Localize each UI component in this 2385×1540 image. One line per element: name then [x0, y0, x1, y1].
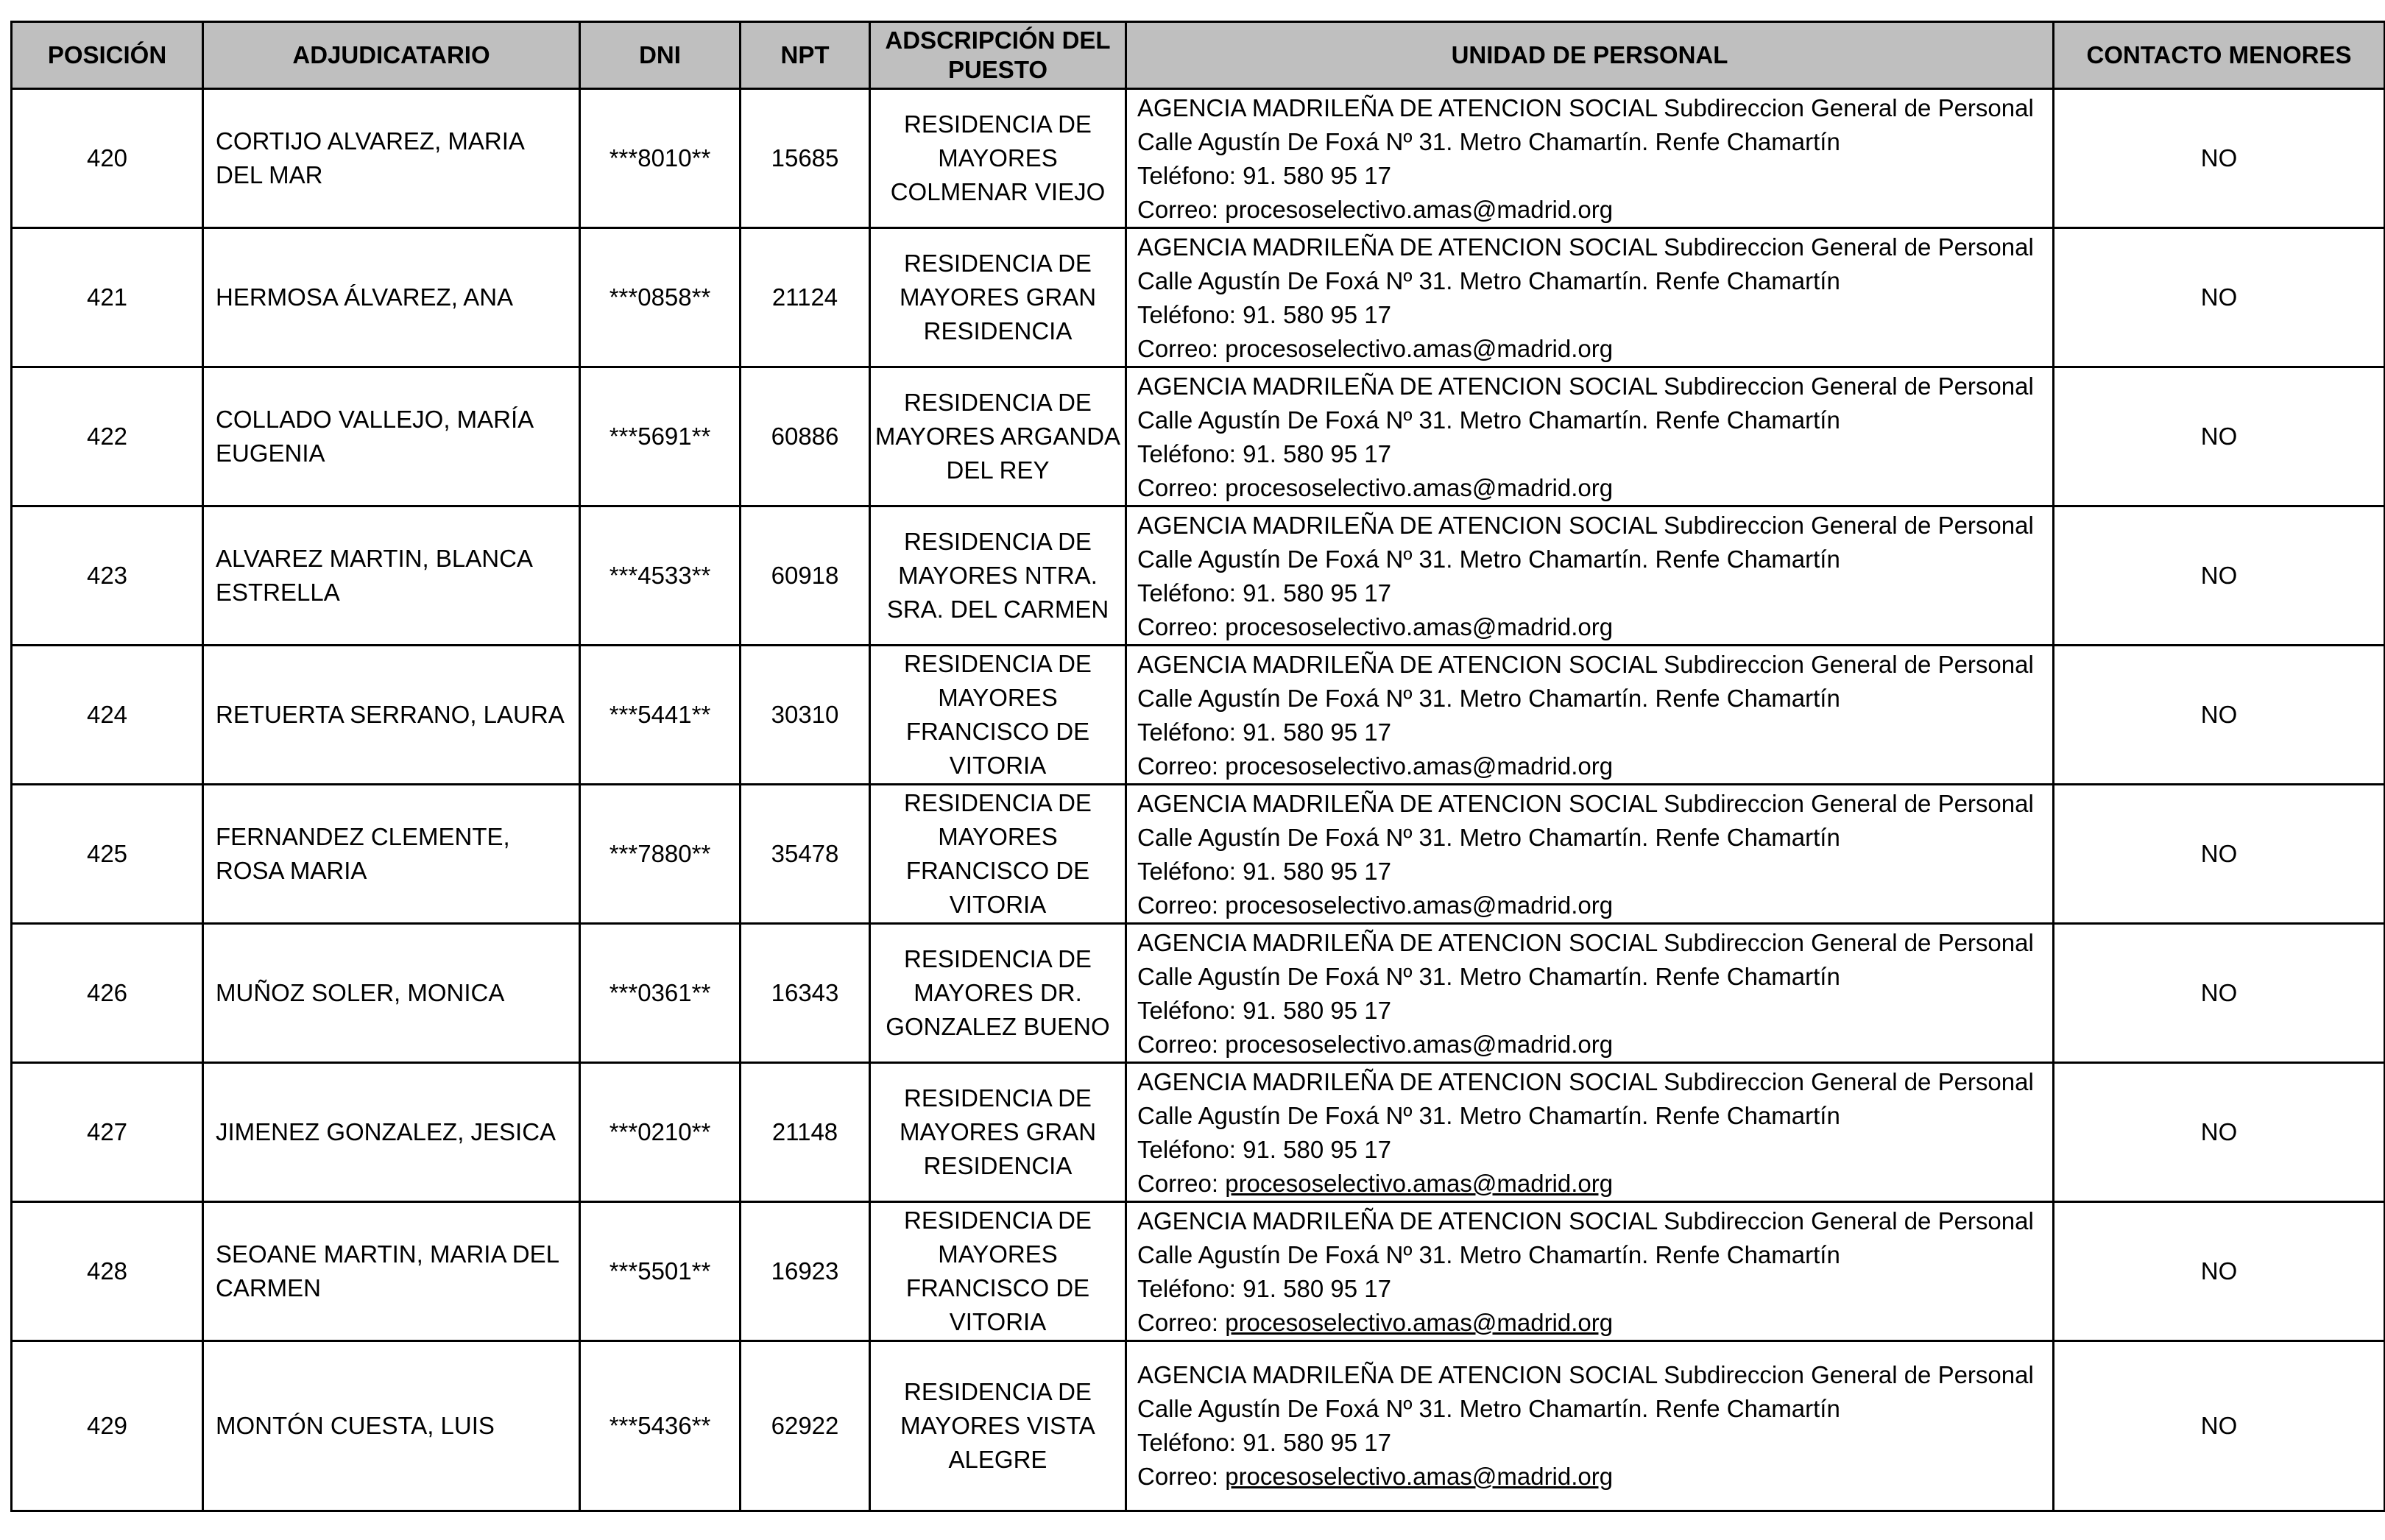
cell-unidad	[1126, 367, 2054, 506]
cell-dni: ***8010**	[580, 89, 741, 228]
cell-unidad	[1126, 228, 2054, 367]
cell-npt: 60886	[741, 367, 870, 506]
unit-correo-label: Correo:	[1137, 1170, 1226, 1197]
unit-phone: Teléfono: 91. 580 95 17	[1137, 579, 1391, 607]
unit-agency: AGENCIA MADRILEÑA DE ATENCION SOCIAL Subdireccion General de Personal	[1137, 372, 2034, 400]
cell-unidad	[1126, 785, 2054, 924]
cell-npt: 21124	[741, 228, 870, 367]
cell-npt: 16343	[741, 924, 870, 1063]
cell-contacto: NO	[2054, 785, 2385, 924]
cell-posicion: 423	[12, 506, 203, 646]
unit-correo-label: Correo:	[1137, 1309, 1226, 1336]
cell-posicion: 428	[12, 1202, 203, 1341]
cell-contacto: NO	[2054, 1341, 2385, 1511]
cell-unidad	[1126, 924, 2054, 1063]
cell-adscripcion: RESIDENCIA DE MAYORES FRANCISCO DE VITORIA	[870, 646, 1126, 785]
cell-unidad	[1126, 646, 2054, 785]
cell-adjudicatario: FERNANDEZ CLEMENTE, ROSA MARIA	[203, 785, 580, 924]
header-dni: DNI	[580, 22, 741, 89]
unit-agency: AGENCIA MADRILEÑA DE ATENCION SOCIAL Subdireccion General de Personal	[1137, 1207, 2034, 1235]
unit-address: Calle Agustín De Foxá Nº 31. Metro Chamartín. Renfe Chamartín	[1137, 406, 1840, 434]
unit-correo-label: Correo:	[1137, 1031, 1226, 1058]
unit-email-link[interactable]: procesoselectivo.amas@madrid.org	[1225, 1463, 1614, 1490]
cell-unidad	[1126, 1202, 2054, 1341]
unit-email-link[interactable]: procesoselectivo.amas@madrid.org	[1225, 335, 1614, 362]
header-row	[12, 22, 2385, 89]
unit-phone: Teléfono: 91. 580 95 17	[1137, 718, 1391, 746]
table-row	[12, 89, 2385, 228]
unit-address: Calle Agustín De Foxá Nº 31. Metro Chamartín. Renfe Chamartín	[1137, 267, 1840, 294]
unit-email-link[interactable]: procesoselectivo.amas@madrid.org	[1225, 1309, 1614, 1336]
unit-address: Calle Agustín De Foxá Nº 31. Metro Chamartín. Renfe Chamartín	[1137, 1102, 1840, 1129]
cell-npt: 30310	[741, 646, 870, 785]
unit-correo-label: Correo:	[1137, 891, 1226, 919]
cell-adscripcion: RESIDENCIA DE MAYORES COLMENAR VIEJO	[870, 89, 1126, 228]
unit-email-link[interactable]: procesoselectivo.amas@madrid.org	[1225, 1170, 1614, 1197]
header-adjudicatario: ADJUDICATARIO	[203, 22, 580, 89]
cell-adjudicatario: MONTÓN CUESTA, LUIS	[203, 1341, 580, 1511]
unit-phone: Teléfono: 91. 580 95 17	[1137, 997, 1391, 1024]
header-contacto: CONTACTO MENORES	[2054, 22, 2385, 89]
cell-dni: ***4533**	[580, 506, 741, 646]
table-row	[12, 228, 2385, 367]
unit-phone: Teléfono: 91. 580 95 17	[1137, 858, 1391, 885]
adjudicaciones-table	[10, 21, 2385, 1512]
unit-agency: AGENCIA MADRILEÑA DE ATENCION SOCIAL Subdireccion General de Personal	[1137, 512, 2034, 539]
cell-posicion: 425	[12, 785, 203, 924]
unit-phone: Teléfono: 91. 580 95 17	[1137, 162, 1391, 189]
cell-posicion: 427	[12, 1063, 203, 1202]
unit-agency: AGENCIA MADRILEÑA DE ATENCION SOCIAL Subdireccion General de Personal	[1137, 929, 2034, 956]
header-npt: NPT	[741, 22, 870, 89]
cell-dni: ***5436**	[580, 1341, 741, 1511]
unit-correo-label: Correo:	[1137, 335, 1226, 362]
cell-adjudicatario: COLLADO VALLEJO, MARÍA EUGENIA	[203, 367, 580, 506]
cell-contacto: NO	[2054, 1063, 2385, 1202]
cell-unidad	[1126, 1063, 2054, 1202]
table-row	[12, 646, 2385, 785]
cell-adjudicatario: ALVAREZ MARTIN, BLANCA ESTRELLA	[203, 506, 580, 646]
cell-adjudicatario: JIMENEZ GONZALEZ, JESICA	[203, 1063, 580, 1202]
unit-email-link[interactable]: procesoselectivo.amas@madrid.org	[1225, 752, 1614, 780]
header-posicion: POSICIÓN	[12, 22, 203, 89]
unit-phone: Teléfono: 91. 580 95 17	[1137, 301, 1391, 328]
unit-agency: AGENCIA MADRILEÑA DE ATENCION SOCIAL Subdireccion General de Personal	[1137, 94, 2034, 121]
unit-agency: AGENCIA MADRILEÑA DE ATENCION SOCIAL Subdireccion General de Personal	[1137, 1068, 2034, 1095]
unit-agency: AGENCIA MADRILEÑA DE ATENCION SOCIAL Subdireccion General de Personal	[1137, 1361, 2034, 1388]
unit-address: Calle Agustín De Foxá Nº 31. Metro Chamartín. Renfe Chamartín	[1137, 685, 1840, 712]
cell-npt: 16923	[741, 1202, 870, 1341]
cell-adscripcion: RESIDENCIA DE MAYORES ARGANDA DEL REY	[870, 367, 1126, 506]
cell-contacto: NO	[2054, 228, 2385, 367]
unit-email-link[interactable]: procesoselectivo.amas@madrid.org	[1225, 474, 1614, 501]
unit-address: Calle Agustín De Foxá Nº 31. Metro Chamartín. Renfe Chamartín	[1137, 545, 1840, 573]
cell-posicion: 421	[12, 228, 203, 367]
unit-address: Calle Agustín De Foxá Nº 31. Metro Chamartín. Renfe Chamartín	[1137, 1395, 1840, 1422]
cell-adscripcion: RESIDENCIA DE MAYORES FRANCISCO DE VITORIA	[870, 1202, 1126, 1341]
unit-email-link[interactable]: procesoselectivo.amas@madrid.org	[1225, 613, 1614, 640]
cell-contacto: NO	[2054, 506, 2385, 646]
cell-contacto: NO	[2054, 924, 2385, 1063]
unit-address: Calle Agustín De Foxá Nº 31. Metro Chamartín. Renfe Chamartín	[1137, 963, 1840, 990]
cell-posicion: 426	[12, 924, 203, 1063]
cell-dni: ***0858**	[580, 228, 741, 367]
unit-agency: AGENCIA MADRILEÑA DE ATENCION SOCIAL Subdireccion General de Personal	[1137, 233, 2034, 261]
cell-dni: ***0210**	[580, 1063, 741, 1202]
cell-posicion: 420	[12, 89, 203, 228]
cell-contacto: NO	[2054, 367, 2385, 506]
unit-address: Calle Agustín De Foxá Nº 31. Metro Chamartín. Renfe Chamartín	[1137, 1241, 1840, 1268]
cell-contacto: NO	[2054, 646, 2385, 785]
cell-contacto: NO	[2054, 89, 2385, 228]
cell-adscripcion: RESIDENCIA DE MAYORES FRANCISCO DE VITORIA	[870, 785, 1126, 924]
cell-adjudicatario: SEOANE MARTIN, MARIA DEL CARMEN	[203, 1202, 580, 1341]
unit-phone: Teléfono: 91. 580 95 17	[1137, 1136, 1391, 1163]
cell-npt: 35478	[741, 785, 870, 924]
cell-adjudicatario: CORTIJO ALVAREZ, MARIA DEL MAR	[203, 89, 580, 228]
cell-adjudicatario: MUÑOZ SOLER, MONICA	[203, 924, 580, 1063]
cell-npt: 60918	[741, 506, 870, 646]
unit-agency: AGENCIA MADRILEÑA DE ATENCION SOCIAL Subdireccion General de Personal	[1137, 651, 2034, 678]
table-row	[12, 924, 2385, 1063]
cell-npt: 15685	[741, 89, 870, 228]
cell-dni: ***0361**	[580, 924, 741, 1063]
cell-posicion: 424	[12, 646, 203, 785]
unit-email-link[interactable]: procesoselectivo.amas@madrid.org	[1225, 891, 1614, 919]
cell-npt: 21148	[741, 1063, 870, 1202]
cell-posicion: 429	[12, 1341, 203, 1511]
unit-agency: AGENCIA MADRILEÑA DE ATENCION SOCIAL Subdireccion General de Personal	[1137, 790, 2034, 817]
cell-adscripcion: RESIDENCIA DE MAYORES VISTA ALEGRE	[870, 1341, 1126, 1511]
unit-correo-label: Correo:	[1137, 196, 1226, 223]
cell-adscripcion: RESIDENCIA DE MAYORES NTRA. SRA. DEL CARMEN	[870, 506, 1126, 646]
table-row	[12, 506, 2385, 646]
unit-correo-label: Correo:	[1137, 1463, 1226, 1490]
cell-npt: 62922	[741, 1341, 870, 1511]
cell-adscripcion: RESIDENCIA DE MAYORES GRAN RESIDENCIA	[870, 1063, 1126, 1202]
table-row	[12, 367, 2385, 506]
table-row	[12, 1341, 2385, 1511]
table-row	[12, 785, 2385, 924]
header-adscripcion: ADSCRIPCIÓN DEL PUESTO	[870, 22, 1126, 89]
cell-dni: ***7880**	[580, 785, 741, 924]
cell-unidad	[1126, 506, 2054, 646]
unit-phone: Teléfono: 91. 580 95 17	[1137, 1429, 1391, 1456]
cell-adjudicatario: RETUERTA SERRANO, LAURA	[203, 646, 580, 785]
cell-dni: ***5441**	[580, 646, 741, 785]
cell-adscripcion: RESIDENCIA DE MAYORES GRAN RESIDENCIA	[870, 228, 1126, 367]
unit-correo-label: Correo:	[1137, 752, 1226, 780]
cell-posicion: 422	[12, 367, 203, 506]
cell-unidad	[1126, 89, 2054, 228]
cell-contacto: NO	[2054, 1202, 2385, 1341]
cell-dni: ***5501**	[580, 1202, 741, 1341]
cell-unidad	[1126, 1341, 2054, 1511]
unit-correo-label: Correo:	[1137, 613, 1226, 640]
unit-correo-label: Correo:	[1137, 474, 1226, 501]
unit-address: Calle Agustín De Foxá Nº 31. Metro Chamartín. Renfe Chamartín	[1137, 128, 1840, 155]
unit-phone: Teléfono: 91. 580 95 17	[1137, 1275, 1391, 1302]
unit-email-link[interactable]: procesoselectivo.amas@madrid.org	[1225, 196, 1614, 223]
cell-dni: ***5691**	[580, 367, 741, 506]
unit-email-link[interactable]: procesoselectivo.amas@madrid.org	[1225, 1031, 1614, 1058]
unit-address: Calle Agustín De Foxá Nº 31. Metro Chamartín. Renfe Chamartín	[1137, 824, 1840, 851]
cell-adjudicatario: HERMOSA ÁLVAREZ, ANA	[203, 228, 580, 367]
header-unidad: UNIDAD DE PERSONAL	[1126, 22, 2054, 89]
cell-adscripcion: RESIDENCIA DE MAYORES DR. GONZALEZ BUENO	[870, 924, 1126, 1063]
table-row	[12, 1063, 2385, 1202]
unit-phone: Teléfono: 91. 580 95 17	[1137, 440, 1391, 467]
table-row	[12, 1202, 2385, 1341]
